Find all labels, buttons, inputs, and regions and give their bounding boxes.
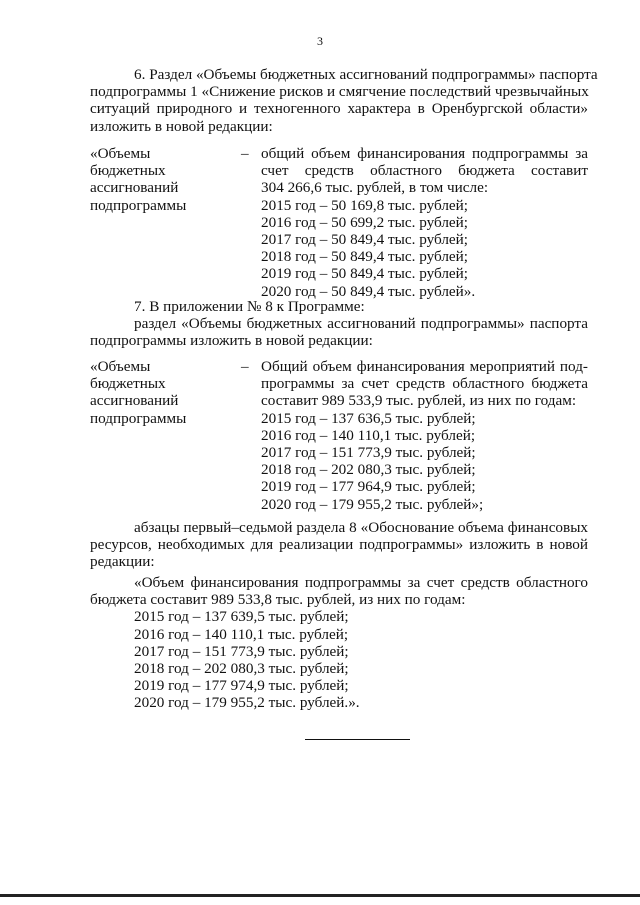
value-line: 2018 год – 202 080,3 тыс. рублей; [261,461,476,479]
value-line: 2016 год – 140 110,1 тыс. рублей; [261,426,476,444]
value-line: счет средств областного бюджета составит [261,162,588,180]
text-line: ресурсов, необходимых для реализации подпрограммы» изложить в новой [90,536,588,554]
text-line: подпрограммы 1 «Снижение рисков и смягчение последствий чрезвычайных [90,83,589,101]
value-line: программы за счет средств областного бюджета [261,375,588,393]
label-line: «Объемы [90,145,151,162]
value-line: Общий объем финансирования мероприятий под- [261,358,588,375]
year-line: 2020 год – 179 955,2 тыс. рублей.». [134,694,360,712]
value-line: 2020 год – 50 849,4 тыс. рублей». [261,282,476,300]
scan-edge-line [0,894,640,897]
label-line: ассигнований [90,179,179,197]
section-6-value [261,145,588,300]
paragraph-section-8 [90,519,588,571]
section-6-dash: – [241,145,249,162]
section-7-value [261,358,588,513]
year-line: 2019 год – 177 974,9 тыс. рублей; [134,677,349,695]
closing-rule [305,739,410,740]
page-number: 3 [317,34,323,48]
year-line: 2015 год – 137 639,5 тыс. рублей; [134,608,349,626]
text-line: бюджета составит 989 533,8 тыс. рублей, из них по годам: [90,591,466,609]
text-line: ситуаций природного и техногенного характера в Оренбургской области» [90,100,588,118]
value-line: 2019 год – 177 964,9 тыс. рублей; [261,478,476,496]
label-line: бюджетных [90,375,166,393]
value-line: составит 989 533,9 тыс. рублей, из них по годам: [261,392,577,410]
section-7-label [90,358,210,427]
value-line: 2015 год – 50 169,8 тыс. рублей; [261,196,469,214]
text-line: 6. Раздел «Объемы бюджетных ассигнований подпрограммы» паспорта [134,66,598,83]
text-line: «Объем финансирования подпрограммы за счет средств областного [134,574,588,591]
value-line: общий объем финансирования подпрограммы за [261,145,588,162]
value-line: 2020 год – 179 955,2 тыс. рублей»; [261,495,484,513]
label-line: подпрограммы [90,196,187,214]
text-line: подпрограммы изложить в новой редакции: [90,332,373,350]
year-line: 2017 год – 151 773,9 тыс. рублей; [134,642,349,660]
label-line: бюджетных [90,162,166,180]
value-line: 2017 год – 151 773,9 тыс. рублей; [261,443,476,461]
text-line: абзацы первый–седьмой раздела 8 «Обоснование объема финансовых [134,519,588,536]
section-7-dash: – [241,358,249,375]
section-7-intro [90,298,588,350]
quote-block [90,574,588,712]
year-line: 2018 год – 202 080,3 тыс. рублей; [134,659,349,677]
value-line: 2018 год – 50 849,4 тыс. рублей; [261,248,469,266]
label-line: «Объемы [90,358,151,375]
label-line: подпрограммы [90,409,187,427]
year-line: 2016 год – 140 110,1 тыс. рублей; [134,625,349,643]
text-line: редакции: [90,553,155,571]
text-line: раздел «Объемы бюджетных ассигнований подпрограммы» паспорта [134,315,588,333]
section-6-label [90,145,210,214]
value-line: 2017 год – 50 849,4 тыс. рублей; [261,230,469,248]
section-heading: 7. В приложении № 8 к Программе: [134,298,365,315]
text-line: изложить в новой редакции: [90,117,273,135]
value-line: 2016 год – 50 699,2 тыс. рублей; [261,213,469,231]
value-line: 304 266,6 тыс. рублей, в том числе: [261,179,489,197]
value-line: 2019 год – 50 849,4 тыс. рублей; [261,265,469,283]
value-line: 2015 год – 137 636,5 тыс. рублей; [261,409,476,427]
section-6-intro [90,66,598,135]
label-line: ассигнований [90,392,179,410]
